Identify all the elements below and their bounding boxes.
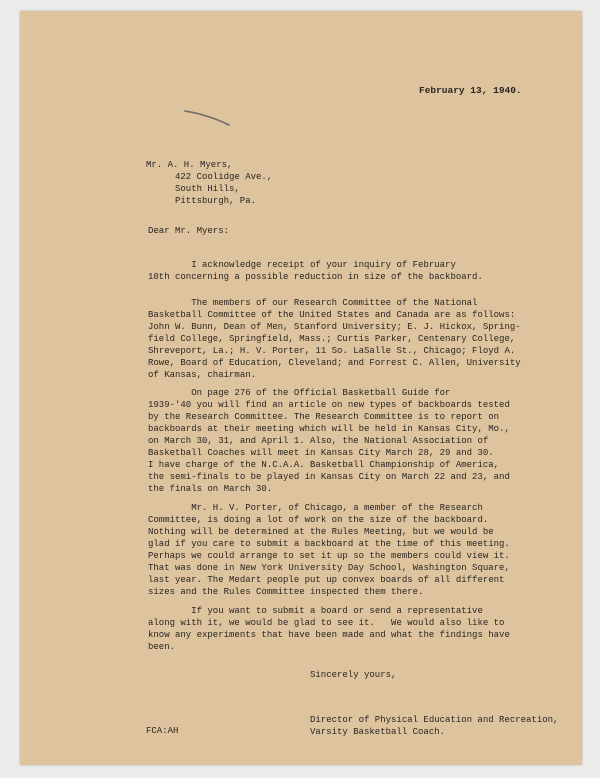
letter-date: February 13, 1940. [419, 85, 522, 96]
letter-page [20, 11, 582, 765]
paragraph-line: the finals on March 30. [148, 484, 273, 494]
paragraph-line: Basketball Coaches will meet in Kansas City March 28, 29 and 30. [148, 448, 494, 458]
paragraph-line: Perhaps we could arrange to set it up so the members could view it. [148, 551, 510, 561]
paragraph-line: the semi-finals to be played in Kansas City on March 22 and 23, and [148, 472, 510, 482]
paragraph-line: by the Research Committee. The Research Committee is to report on [148, 412, 500, 422]
paragraph-line: of Kansas, chairman. [148, 370, 257, 380]
signature-line: Director of Physical Education and Recreation, [310, 715, 559, 725]
salutation: Dear Mr. Myers: [148, 226, 230, 236]
paragraph-line: The members of our Research Committee of the National [148, 298, 478, 308]
paragraph-1 [148, 259, 568, 283]
paragraph-line: Basketball Committee of the United States and Canada are as follows: [148, 310, 516, 320]
paragraph-line: on March 30, 31, and April 1. Also, the National Association of [148, 436, 489, 446]
paragraph-line: Nothing will be determined at the Rules Meeting, but we would be [148, 527, 494, 537]
paragraph-line: been. [148, 642, 176, 652]
paragraph-line: 10th concerning a possible reduction in size of the backboard. [148, 272, 483, 282]
paragraph-line: That was done in New York University Day School, Washington Square, [148, 563, 510, 573]
signature-line: Varsity Basketball Coach. [310, 727, 446, 737]
paragraph-line: Rowe, Board of Education, Cleveland; and Forrest C. Allen, University [148, 358, 521, 368]
paragraph-line: field College, Springfield, Mass.; Curtis Parker, Centenary College, [148, 334, 516, 344]
paragraph-line: glad if you care to submit a backboard at the time of this meeting. [148, 539, 510, 549]
recipient-address [146, 159, 272, 207]
paragraph-line: Mr. H. V. Porter, of Chicago, a member of the Research [148, 503, 483, 513]
typist-initials: FCA:AH [146, 726, 179, 736]
paragraph-line: 1939-'40 you will find an article on new types of backboards tested [148, 400, 510, 410]
paragraph-line: Committee, is doing a lot of work on the size of the backboard. [148, 515, 489, 525]
paragraph-line: know any experiments that have been made and what the findings have [148, 630, 510, 640]
address-line: Mr. A. H. Myers, [146, 160, 233, 170]
paragraph-line: If you want to submit a board or send a representative [148, 606, 483, 616]
paragraph-line: I acknowledge receipt of your inquiry of February [148, 260, 456, 270]
paragraph-line: along with it, we would be glad to see it. We would also like to [148, 618, 505, 628]
signature-block [310, 714, 558, 738]
address-line: Pittsburgh, Pa. [175, 196, 257, 206]
paragraph-line: last year. The Medart people put up convex boards of all different [148, 575, 505, 585]
closing: Sincerely yours, [310, 670, 397, 680]
paragraph-line: backboards at their meeting which will be held in Kansas City, Mo., [148, 424, 510, 434]
pencil-mark-icon [183, 107, 233, 129]
paragraph-line: On page 276 of the Official Basketball Guide for [148, 388, 451, 398]
paragraph-5 [148, 605, 568, 653]
address-line: South Hills, [175, 184, 240, 194]
paragraph-line: sizes and the Rules Committee inspected them there. [148, 587, 424, 597]
address-line: 422 Coolidge Ave., [175, 172, 273, 182]
paragraph-4 [148, 502, 568, 598]
paragraph-line: I have charge of the N.C.A.A. Basketball Championship of America, [148, 460, 500, 470]
paragraph-line: John W. Bunn, Dean of Men, Stanford University; E. J. Hickox, Spring- [148, 322, 521, 332]
paragraph-line: Shreveport, La.; H. V. Porter, 11 So. LaSalle St., Chicago; Floyd A. [148, 346, 516, 356]
paragraph-3 [148, 387, 568, 495]
paragraph-2 [148, 297, 568, 381]
